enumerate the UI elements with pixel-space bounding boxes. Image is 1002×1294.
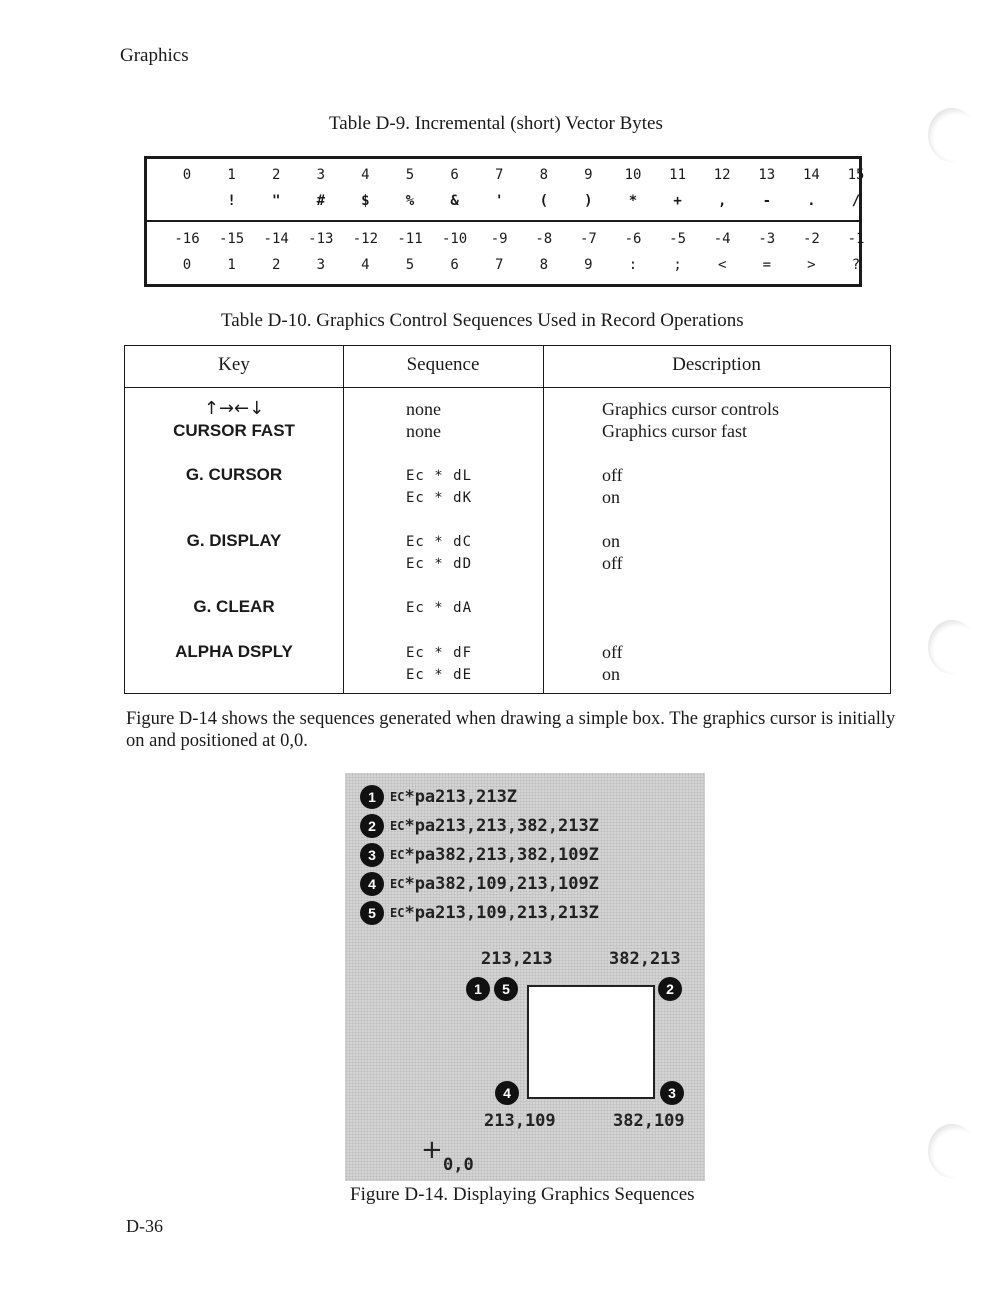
t9-char-14: > (807, 257, 816, 273)
sequence-text: *pa382,109,213,109Z (404, 874, 599, 894)
t9-char-12: < (717, 257, 727, 273)
t9-row-numbers (147, 167, 865, 191)
t9-char-10: : (628, 257, 638, 273)
key-g-display: G. DISPLAY (186, 531, 282, 550)
label-bottom-right: 382,109 (613, 1111, 685, 1131)
corner-badge-1: 1 (466, 977, 490, 1001)
drawn-box (527, 985, 655, 1099)
escape-icon: EC (390, 790, 405, 804)
key-alpha-dsply: ALPHA DSPLY (175, 642, 293, 661)
t10-col-divider-1 (343, 346, 344, 693)
t9-char-10: * (628, 193, 638, 209)
figure-d14-caption: Figure D-14. Displaying Graphics Sequences (350, 1184, 695, 1205)
t9-char-2: 2 (271, 257, 281, 273)
desc-g-cursor-off: off (602, 465, 623, 485)
section-header: Graphics (120, 45, 189, 66)
desc-g-display-on: on (602, 531, 620, 551)
table-d9-caption: Table D-9. Incremental (short) Vector Bytes (329, 113, 663, 134)
t9-char-4: $ (361, 193, 370, 209)
t9-char-9: 9 (584, 257, 593, 273)
escape-icon: EC (390, 819, 405, 833)
t9-number-6: -10 (441, 231, 468, 247)
t9-number-10: -6 (624, 231, 642, 247)
t9-row-chars (147, 193, 859, 217)
key-g-clear: G. CLEAR (193, 597, 275, 616)
t9-char-6: & (450, 193, 459, 209)
t9-char-11: ; (673, 257, 682, 273)
binder-hole-top (928, 108, 976, 162)
t9-number-3: -13 (308, 231, 334, 247)
desc-alpha-dsply-on: on (602, 664, 620, 684)
binder-hole-middle (928, 620, 976, 674)
t9-char-5: % (405, 193, 415, 209)
t9-number-4: 4 (361, 167, 370, 183)
sequence-line-3 (360, 843, 599, 869)
t9-number-11: 11 (669, 167, 687, 183)
t9-number-2: 2 (271, 167, 281, 183)
label-bottom-left: 213,109 (484, 1111, 556, 1131)
t9-char-6: 6 (450, 257, 459, 273)
t9-number-13: -3 (758, 231, 776, 247)
step-2-badge: 2 (360, 814, 384, 838)
t9-number-5: 5 (405, 167, 415, 183)
t9-number-1: 1 (227, 167, 236, 183)
t10-header-key: Key (218, 354, 250, 375)
t9-char-9: ) (584, 193, 593, 209)
sequence-line-2 (360, 814, 599, 840)
t9-number-9: 9 (584, 167, 593, 183)
seq-g-cursor-off: Ec * dL (406, 468, 473, 484)
t10-header-description: Description (672, 354, 761, 375)
t9-number-7: 7 (494, 167, 504, 183)
t9-row-negatives (147, 231, 865, 255)
desc-g-display-off: off (602, 553, 623, 573)
sequence-text: *pa213,213,382,213Z (404, 816, 599, 836)
desc-g-cursor-on: on (602, 487, 620, 507)
corner-badge-3: 3 (660, 1081, 684, 1105)
seq-alpha-dsply-off: Ec * dF (406, 645, 473, 661)
t9-char-15: ? (851, 257, 861, 273)
key-g-cursor: G. CURSOR (185, 465, 283, 484)
escape-icon: EC (390, 877, 405, 891)
t9-char-5: 5 (405, 257, 415, 273)
seq-g-clear: Ec * dA (406, 600, 473, 616)
t10-col-divider-2 (543, 346, 544, 693)
binder-hole-bottom (928, 1124, 976, 1178)
corner-badge-4: 4 (495, 1081, 519, 1105)
label-origin: 0,0 (443, 1155, 474, 1175)
t9-char-15: / (851, 193, 861, 209)
corner-badge-2: 2 (658, 977, 682, 1001)
sequence-line-5 (360, 901, 599, 927)
t9-number-7: -9 (490, 231, 508, 247)
t9-char-2: " (271, 193, 281, 209)
t9-number-15: -1 (847, 231, 865, 247)
seq-arrows: none (406, 399, 441, 419)
t9-char-7: 7 (494, 257, 504, 273)
t10-header-sequence: Sequence (406, 354, 480, 375)
page-number: D-36 (126, 1216, 163, 1236)
corner-badge-5: 5 (494, 977, 518, 1001)
t9-number-5: -11 (397, 231, 423, 247)
sequence-line-4 (360, 872, 599, 898)
t9-number-11: -5 (669, 231, 687, 247)
desc-arrows: Graphics cursor controls (602, 399, 779, 419)
origin-crosshair-icon: + (421, 1135, 443, 1165)
table-d10 (124, 345, 891, 694)
table-d9 (144, 156, 865, 287)
t9-number-2: -14 (263, 231, 289, 247)
seq-g-cursor-on: Ec * dK (406, 490, 473, 506)
t9-number-0: 0 (182, 167, 192, 183)
t9-char-1: 1 (227, 257, 236, 273)
t9-char-7: ' (494, 193, 504, 209)
t9-number-6: 6 (450, 167, 459, 183)
t10-header-divider (125, 387, 890, 388)
sequence-text: *pa213,213Z (404, 787, 518, 807)
t9-number-12: -4 (713, 231, 731, 247)
t9-number-10: 10 (624, 167, 642, 183)
t9-char-13: = (762, 257, 772, 273)
seq-g-display-on: Ec * dC (406, 534, 473, 550)
t9-number-3: 3 (316, 167, 326, 183)
t9-char-8: 8 (539, 257, 549, 273)
t9-number-12: 12 (713, 167, 731, 183)
t9-number-13: 13 (758, 167, 776, 183)
t9-number-8: 8 (539, 167, 549, 183)
sequence-line-1 (360, 785, 517, 811)
body-paragraph: Figure D-14 shows the sequences generated when drawing a simple box. The graphics cursor is initially on and positioned at 0,0. (126, 709, 896, 751)
t9-number-0: -16 (174, 231, 200, 247)
seq-g-display-off: Ec * dD (406, 556, 473, 572)
step-3-badge: 3 (360, 843, 384, 867)
seq-cursor-fast: none (406, 421, 441, 441)
t9-number-14: 14 (802, 167, 820, 183)
t9-number-14: -2 (802, 231, 820, 247)
table-d10-caption: Table D-10. Graphics Control Sequences Used in Record Operations (221, 310, 744, 331)
t9-char-4: 4 (361, 257, 370, 273)
t9-char-8: ( (539, 193, 549, 209)
t9-char-13: - (762, 193, 772, 209)
t9-number-1: -15 (218, 231, 245, 247)
t9-row-chars2 (147, 257, 859, 281)
step-4-badge: 4 (360, 872, 384, 896)
label-top-right: 382,213 (609, 949, 681, 969)
key-arrows: ↑→←↓ (203, 398, 265, 419)
t9-number-9: -7 (579, 231, 597, 247)
t9-char-12: , (717, 193, 727, 209)
step-5-badge: 5 (360, 901, 384, 925)
sequence-text: *pa213,109,213,213Z (404, 903, 599, 923)
escape-icon: EC (390, 848, 405, 862)
step-1-badge: 1 (360, 785, 384, 809)
escape-icon: EC (390, 906, 405, 920)
t9-char-1: ! (227, 193, 236, 209)
t9-char-3: # (316, 193, 326, 209)
label-top-left: 213,213 (481, 949, 553, 969)
t9-char-3: 3 (316, 257, 326, 273)
figure-d14 (345, 773, 705, 1181)
t9-number-15: 15 (847, 167, 865, 183)
t9-char-11: + (673, 193, 682, 209)
key-cursor-fast: CURSOR FAST (173, 421, 295, 440)
t9-divider (147, 220, 859, 222)
t9-char-0: 0 (182, 257, 192, 273)
desc-cursor-fast: Graphics cursor fast (602, 421, 747, 441)
desc-alpha-dsply-off: off (602, 642, 623, 662)
t9-number-4: -12 (352, 231, 379, 247)
sequence-text: *pa382,213,382,109Z (404, 845, 599, 865)
t9-number-8: -8 (535, 231, 553, 247)
seq-alpha-dsply-on: Ec * dE (406, 667, 473, 683)
t9-char-14: . (807, 193, 816, 209)
